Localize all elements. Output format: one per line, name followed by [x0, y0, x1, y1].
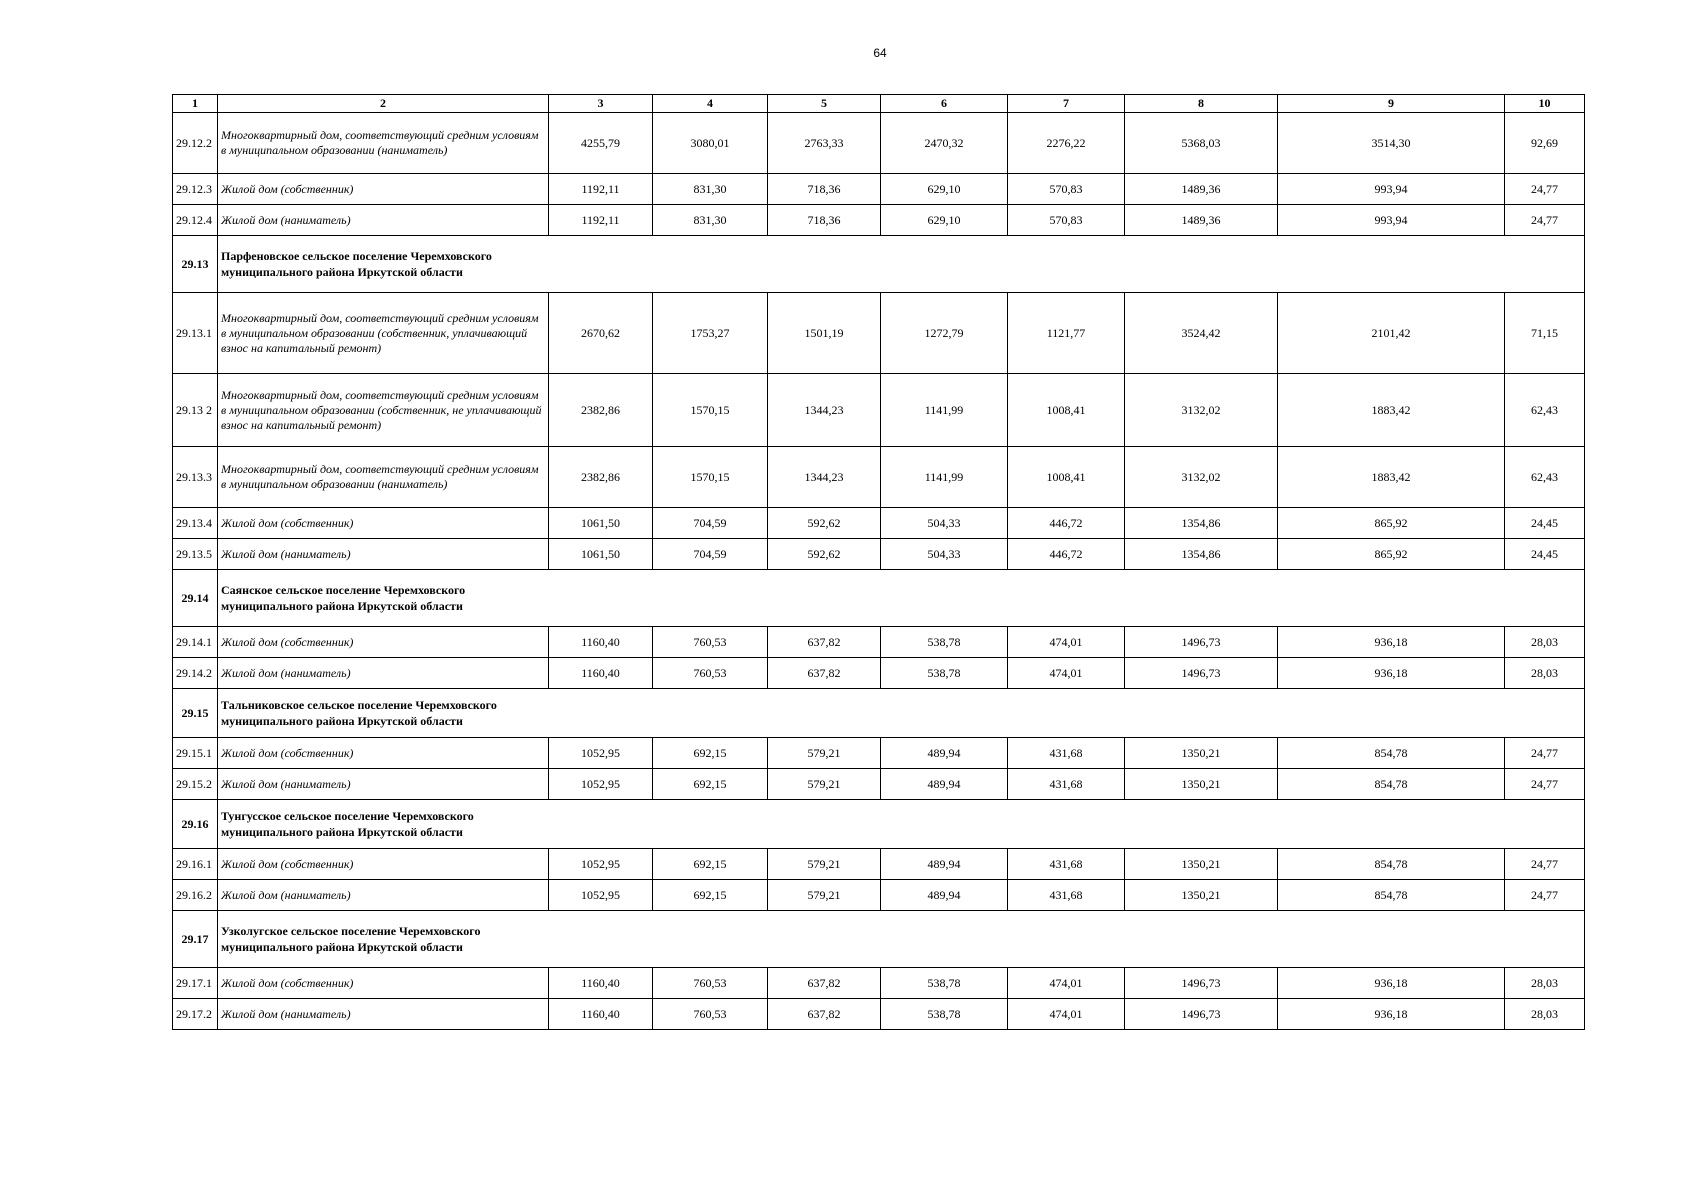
cell-value: 637,82: [768, 658, 881, 689]
cell-value: 62,43: [1505, 374, 1585, 447]
cell-value: 1272,79: [881, 293, 1008, 374]
row-code: 29.13.3: [173, 447, 218, 508]
row-description: Жилой дом (собственник): [218, 174, 549, 205]
column-header-2: 2: [218, 95, 549, 113]
cell-value: 1350,21: [1125, 738, 1278, 769]
row-code: 29.15.2: [173, 769, 218, 800]
row-code: 29.17.1: [173, 968, 218, 999]
cell-value: 431,68: [1008, 880, 1125, 911]
section-row: [173, 800, 1585, 849]
cell-value: 431,68: [1008, 849, 1125, 880]
row-description: Жилой дом (наниматель): [218, 205, 549, 236]
row-description: Жилой дом (наниматель): [218, 880, 549, 911]
cell-value: 3132,02: [1125, 447, 1278, 508]
cell-value: 1141,99: [881, 374, 1008, 447]
cell-value: 446,72: [1008, 508, 1125, 539]
table-row: [173, 374, 1585, 447]
cell-value: 579,21: [768, 880, 881, 911]
cell-value: 936,18: [1278, 999, 1505, 1030]
cell-value: 28,03: [1505, 658, 1585, 689]
cell-value: 489,94: [881, 849, 1008, 880]
section-row: [173, 570, 1585, 627]
row-description: Многоквартирный дом, соответствующий средним условиям в муниципальном образовании (наниматель): [218, 113, 549, 174]
cell-value: 24,77: [1505, 174, 1585, 205]
cell-value: 1489,36: [1125, 174, 1278, 205]
cell-value: 1350,21: [1125, 880, 1278, 911]
table-row: [173, 205, 1585, 236]
cell-value: 489,94: [881, 880, 1008, 911]
cell-value: 1570,15: [653, 447, 768, 508]
row-code: 29.16.1: [173, 849, 218, 880]
row-description: Жилой дом (наниматель): [218, 769, 549, 800]
cell-value: 831,30: [653, 174, 768, 205]
table-row: [173, 849, 1585, 880]
cell-value: 993,94: [1278, 174, 1505, 205]
column-header-4: 4: [653, 95, 768, 113]
section-title: Тунгусское сельское поселение Черемховского муниципального района Иркутской области: [218, 800, 1585, 849]
cell-value: 431,68: [1008, 769, 1125, 800]
cell-value: 1883,42: [1278, 374, 1505, 447]
cell-value: 92,69: [1505, 113, 1585, 174]
row-code: 29.14.2: [173, 658, 218, 689]
cell-value: 1496,73: [1125, 968, 1278, 999]
cell-value: 579,21: [768, 738, 881, 769]
cell-value: 854,78: [1278, 880, 1505, 911]
cell-value: 24,45: [1505, 508, 1585, 539]
cell-value: 2470,32: [881, 113, 1008, 174]
section-title: Парфеновское сельское поселение Черемховского муниципального района Иркутской области: [218, 236, 1585, 293]
cell-value: 1753,27: [653, 293, 768, 374]
column-header-9: 9: [1278, 95, 1505, 113]
cell-value: 637,82: [768, 968, 881, 999]
cell-value: 1354,86: [1125, 539, 1278, 570]
row-code: 29.16.2: [173, 880, 218, 911]
cell-value: 3132,02: [1125, 374, 1278, 447]
cell-value: 504,33: [881, 508, 1008, 539]
section-code: 29.14: [173, 570, 218, 627]
cell-value: 1350,21: [1125, 849, 1278, 880]
section-row: [173, 689, 1585, 738]
row-description: Многоквартирный дом, соответствующий средним условиям в муниципальном образовании (наниматель): [218, 447, 549, 508]
cell-value: 760,53: [653, 627, 768, 658]
cell-value: 1052,95: [549, 738, 653, 769]
table-row: [173, 627, 1585, 658]
table-row: [173, 738, 1585, 769]
cell-value: 1061,50: [549, 508, 653, 539]
cell-value: 1496,73: [1125, 658, 1278, 689]
cell-value: 1883,42: [1278, 447, 1505, 508]
row-description: Жилой дом (наниматель): [218, 999, 549, 1030]
cell-value: 865,92: [1278, 508, 1505, 539]
cell-value: 1121,77: [1008, 293, 1125, 374]
cell-value: 28,03: [1505, 968, 1585, 999]
section-code: 29.17: [173, 911, 218, 968]
section-code: 29.13: [173, 236, 218, 293]
column-header-5: 5: [768, 95, 881, 113]
cell-value: 1008,41: [1008, 374, 1125, 447]
cell-value: 629,10: [881, 205, 1008, 236]
cell-value: 474,01: [1008, 627, 1125, 658]
cell-value: 3080,01: [653, 113, 768, 174]
cell-value: 854,78: [1278, 738, 1505, 769]
section-title: Тальниковское сельское поселение Черемховского муниципального района Иркутской области: [218, 689, 1585, 738]
table-row: [173, 174, 1585, 205]
cell-value: 28,03: [1505, 627, 1585, 658]
table-body: [173, 113, 1585, 1030]
section-title: Саянское сельское поселение Черемховского муниципального района Иркутской области: [218, 570, 1585, 627]
cell-value: 1160,40: [549, 627, 653, 658]
cell-value: 936,18: [1278, 968, 1505, 999]
column-header-7: 7: [1008, 95, 1125, 113]
cell-value: 1052,95: [549, 849, 653, 880]
cell-value: 1570,15: [653, 374, 768, 447]
cell-value: 592,62: [768, 508, 881, 539]
column-header-1: 1: [173, 95, 218, 113]
row-description: Многоквартирный дом, соответствующий средним условиям в муниципальном образовании (собственник, не уплачивающий взнос на капитальный ремонт): [218, 374, 549, 447]
cell-value: 2101,42: [1278, 293, 1505, 374]
cell-value: 2382,86: [549, 447, 653, 508]
cell-value: 24,77: [1505, 880, 1585, 911]
cell-value: 704,59: [653, 539, 768, 570]
cell-value: 831,30: [653, 205, 768, 236]
cell-value: 1489,36: [1125, 205, 1278, 236]
cell-value: 24,77: [1505, 849, 1585, 880]
cell-value: 760,53: [653, 658, 768, 689]
section-code: 29.15: [173, 689, 218, 738]
cell-value: 489,94: [881, 738, 1008, 769]
cell-value: 2382,86: [549, 374, 653, 447]
section-row: [173, 911, 1585, 968]
table-row: [173, 539, 1585, 570]
cell-value: 692,15: [653, 738, 768, 769]
cell-value: 28,03: [1505, 999, 1585, 1030]
cell-value: 1052,95: [549, 880, 653, 911]
row-description: Жилой дом (наниматель): [218, 658, 549, 689]
table-row: [173, 658, 1585, 689]
cell-value: 71,15: [1505, 293, 1585, 374]
cell-value: 474,01: [1008, 999, 1125, 1030]
cell-value: 760,53: [653, 968, 768, 999]
row-description: Жилой дом (собственник): [218, 849, 549, 880]
cell-value: 1501,19: [768, 293, 881, 374]
cell-value: 692,15: [653, 880, 768, 911]
cell-value: 538,78: [881, 627, 1008, 658]
cell-value: 579,21: [768, 769, 881, 800]
row-description: Жилой дом (собственник): [218, 738, 549, 769]
cell-value: 24,77: [1505, 738, 1585, 769]
cell-value: 760,53: [653, 999, 768, 1030]
cell-value: 1496,73: [1125, 627, 1278, 658]
cell-value: 1061,50: [549, 539, 653, 570]
header-row: [173, 95, 1585, 113]
cell-value: 637,82: [768, 999, 881, 1030]
row-description: Многоквартирный дом, соответствующий средним условиям в муниципальном образовании (собственник, уплачивающий взнос на капитальный ремонт): [218, 293, 549, 374]
table-row: [173, 508, 1585, 539]
cell-value: 3514,30: [1278, 113, 1505, 174]
cell-value: 538,78: [881, 658, 1008, 689]
cell-value: 5368,03: [1125, 113, 1278, 174]
row-code: 29.13 2: [173, 374, 218, 447]
cell-value: 474,01: [1008, 968, 1125, 999]
cell-value: 431,68: [1008, 738, 1125, 769]
section-title: Узколугское сельское поселение Черемховского муниципального района Иркутской области: [218, 911, 1585, 968]
cell-value: 854,78: [1278, 769, 1505, 800]
cell-value: 538,78: [881, 999, 1008, 1030]
cell-value: 446,72: [1008, 539, 1125, 570]
cell-value: 1344,23: [768, 447, 881, 508]
table-row: [173, 447, 1585, 508]
cell-value: 1192,11: [549, 205, 653, 236]
cell-value: 62,43: [1505, 447, 1585, 508]
column-header-8: 8: [1125, 95, 1278, 113]
column-header-3: 3: [549, 95, 653, 113]
row-code: 29.13.4: [173, 508, 218, 539]
page-number: 64: [873, 46, 887, 60]
cell-value: 1052,95: [549, 769, 653, 800]
cell-value: 1141,99: [881, 447, 1008, 508]
table-row: [173, 968, 1585, 999]
cell-value: 24,77: [1505, 769, 1585, 800]
cell-value: 1160,40: [549, 658, 653, 689]
cell-value: 637,82: [768, 627, 881, 658]
table-row: [173, 769, 1585, 800]
cell-value: 570,83: [1008, 205, 1125, 236]
cell-value: 629,10: [881, 174, 1008, 205]
cell-value: 1008,41: [1008, 447, 1125, 508]
cell-value: 474,01: [1008, 658, 1125, 689]
section-row: [173, 236, 1585, 293]
table-row: [173, 113, 1585, 174]
cell-value: 865,92: [1278, 539, 1505, 570]
row-code: 29.14.1: [173, 627, 218, 658]
cell-value: 718,36: [768, 174, 881, 205]
cell-value: 692,15: [653, 769, 768, 800]
row-code: 29.12.3: [173, 174, 218, 205]
cell-value: 24,77: [1505, 205, 1585, 236]
cell-value: 579,21: [768, 849, 881, 880]
row-code: 29.12.4: [173, 205, 218, 236]
column-header-6: 6: [881, 95, 1008, 113]
cell-value: 854,78: [1278, 849, 1505, 880]
cell-value: 1344,23: [768, 374, 881, 447]
section-code: 29.16: [173, 800, 218, 849]
row-code: 29.13.5: [173, 539, 218, 570]
cell-value: 1496,73: [1125, 999, 1278, 1030]
cell-value: 1192,11: [549, 174, 653, 205]
table-row: [173, 293, 1585, 374]
cell-value: 504,33: [881, 539, 1008, 570]
cell-value: 936,18: [1278, 658, 1505, 689]
cell-value: 3524,42: [1125, 293, 1278, 374]
cell-value: 538,78: [881, 968, 1008, 999]
row-description: Жилой дом (собственник): [218, 968, 549, 999]
cell-value: 4255,79: [549, 113, 653, 174]
row-code: 29.13.1: [173, 293, 218, 374]
cell-value: 2763,33: [768, 113, 881, 174]
cell-value: 570,83: [1008, 174, 1125, 205]
cell-value: 24,45: [1505, 539, 1585, 570]
cell-value: 1160,40: [549, 999, 653, 1030]
cell-value: 2670,62: [549, 293, 653, 374]
cell-value: 1160,40: [549, 968, 653, 999]
row-code: 29.15.1: [173, 738, 218, 769]
cell-value: 1350,21: [1125, 769, 1278, 800]
cell-value: 692,15: [653, 849, 768, 880]
cell-value: 489,94: [881, 769, 1008, 800]
column-header-10: 10: [1505, 95, 1585, 113]
cell-value: 1354,86: [1125, 508, 1278, 539]
row-code: 29.17.2: [173, 999, 218, 1030]
row-description: Жилой дом (собственник): [218, 627, 549, 658]
table-row: [173, 880, 1585, 911]
row-description: Жилой дом (собственник): [218, 508, 549, 539]
table-row: [173, 999, 1585, 1030]
cell-value: 993,94: [1278, 205, 1505, 236]
cell-value: 592,62: [768, 539, 881, 570]
tariff-table: [172, 94, 1585, 1030]
cell-value: 718,36: [768, 205, 881, 236]
row-description: Жилой дом (наниматель): [218, 539, 549, 570]
row-code: 29.12.2: [173, 113, 218, 174]
cell-value: 936,18: [1278, 627, 1505, 658]
cell-value: 2276,22: [1008, 113, 1125, 174]
cell-value: 704,59: [653, 508, 768, 539]
